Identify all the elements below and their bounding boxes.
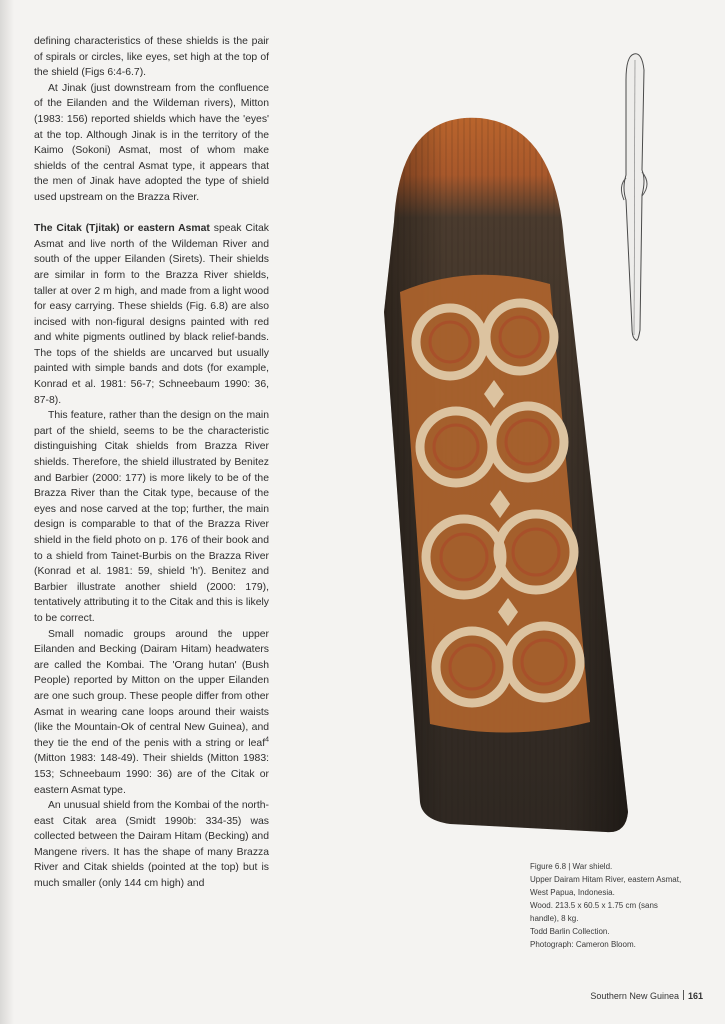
caption-line: West Papua, Indonesia.	[530, 888, 615, 897]
page-binding-shadow	[0, 0, 14, 1024]
shield-profile-sketch	[612, 50, 660, 345]
paragraph: The Citak (Tjitak) or eastern Asmat speak Citak Asmat and live north of the Wildeman River and south of the upper Eilanden (Sirets). Their shields are similar in form to the Brazza River shields, taller at over 2 m high, and made from a light wood for easy carrying. These shields (Fig. 6.8) are also incised with non-figural designs painted with red and white pigments outlined by black relief-bands. The tops of the shields are uncarved but usually painted with simple bands and dots (for example, Konrad et al. 1981: 56-7; Schneebaum 1990: 36, 87-8).	[34, 223, 269, 406]
running-section-title: Southern New Guinea	[590, 991, 679, 1001]
paragraph: This feature, rather than the design on the main part of the shield, seems to be the characteristic distinguishing Citak shields from Brazza River shields. Therefore, the shield illustrated by Benitez and Barbier (2000: 177) is more likely to be of the Brazza River than the Citak type, because of the eyes and nose carved at the top; further, the main design is comparable to that of the Brazza River shield in the field photo on p. 176 of their book and to a shield from Tainet-Burbis on the Brazza River (Konrad et al. 1981: 59, shield 'h'). Benitez and Barbier illustrate another shield (2000: 179), tentatively attributing it to the Citak and this is likely to be correct.	[34, 410, 269, 624]
caption-line: handle), 8 kg.	[530, 914, 579, 923]
footer-divider	[683, 990, 684, 1000]
paragraph: Small nomadic groups around the upper Eilanden and Becking (Dairam Hitam) headwaters are called the Kombai. The 'Orang hutan' (Bush People) reported by Mitton on the upper Eilanden are one such group. These people differ from other Asmat in wearing cane loops around their waists (like the Mountain-Ok of central New Guinea), and they tie the end of the penis with a string or leaf$^4$ (Mitton 1983: 148-49). Their shields (Mitton 1983: 153; Schneebaum 1990: 36) are of the Citak or eastern Asmat type.	[34, 628, 269, 796]
paragraph: At Jinak (just downstream from the confluence of the Eilanden and the Wildeman rivers), Mitton (1983: 156) reported shields which have the 'eyes' at the top. Although Jinak is in the territory of the Kaimo (Sokoni) Asmat, most of whom make shields of the central Asmat type, it appears that the men of Jinak have adopted the type of shield used upstream on the Brazza River.	[34, 82, 269, 203]
section-lead: The Citak (Tjitak) or eastern Asmat	[34, 223, 210, 235]
paragraph: defining characteristics of these shields is the pair of spirals or circles, like eyes, set high at the top of the shield (Figs 6:4-6.7).	[34, 36, 269, 79]
figure-caption	[530, 860, 710, 951]
caption-line: Upper Dairam Hitam River, eastern Asmat,	[530, 875, 682, 884]
page-number: 161	[687, 991, 703, 1001]
caption-line: Todd Barlin Collection.	[530, 927, 610, 936]
caption-line: Wood. 213.5 x 60.5 x 1.75 cm (sans	[530, 901, 658, 910]
page-footer	[590, 990, 703, 1001]
body-text-column	[34, 34, 269, 892]
caption-line: Photograph: Cameron Bloom.	[530, 940, 636, 949]
paragraph: An unusual shield from the Kombai of the north-east Citak area (Smidt 1990b: 334-35) was collected between the Dairam Hitam (Becking) and Mangene rivers. It has the shape of many Brazza River and Citak shields (pointed at the top) but is much smaller (only 144 cm high) and	[34, 800, 269, 890]
footnote-ref[interactable]: 4	[265, 736, 269, 744]
caption-line: Figure 6.8 | War shield.	[530, 862, 613, 871]
